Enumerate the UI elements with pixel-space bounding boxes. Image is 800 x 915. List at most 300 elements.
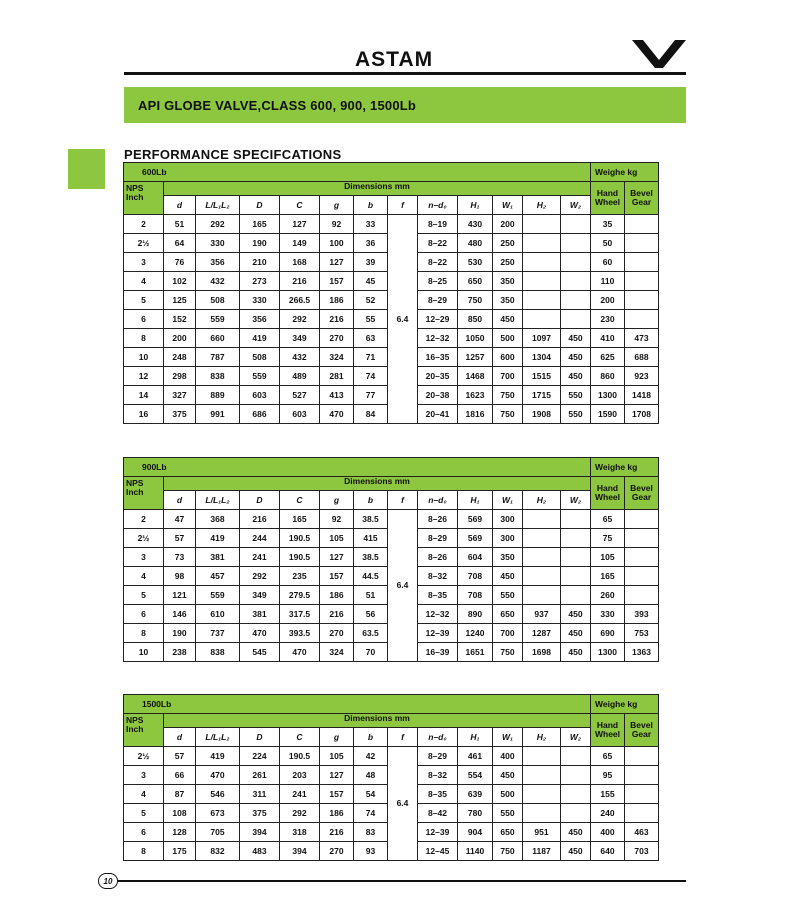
table-cell xyxy=(625,785,659,804)
table-cell: 12–45 xyxy=(418,842,458,861)
table-cell: 48 xyxy=(354,766,388,785)
table-cell: 84 xyxy=(354,405,388,424)
column-symbol: b xyxy=(354,196,388,215)
table-cell: 60 xyxy=(591,253,625,272)
nps-label: NPS xyxy=(126,715,144,725)
table-cell: 500 xyxy=(493,785,523,804)
table-cell: 190.5 xyxy=(280,529,320,548)
hand-label: Hand xyxy=(596,720,619,730)
table-cell: 244 xyxy=(240,529,280,548)
nps-cell: 4 xyxy=(124,785,164,804)
pressure-class-label: 1500Lb xyxy=(124,695,591,714)
table-cell: 317.5 xyxy=(280,605,320,624)
table-cell: 240 xyxy=(591,804,625,823)
table-cell: 508 xyxy=(196,291,240,310)
table-cell: 356 xyxy=(196,253,240,272)
bevel-label: Bevel xyxy=(630,483,653,493)
table-cell: 330 xyxy=(240,291,280,310)
table-cell: 270 xyxy=(320,329,354,348)
nps-cell: 14 xyxy=(124,386,164,405)
table-cell: 569 xyxy=(458,510,493,529)
table-cell: 105 xyxy=(591,548,625,567)
table-cell: 105 xyxy=(320,529,354,548)
table-cell: 432 xyxy=(196,272,240,291)
nps-cell: 4 xyxy=(124,567,164,586)
table-cell: 250 xyxy=(493,253,523,272)
nps-label: NPS xyxy=(126,183,144,193)
table-cell: 292 xyxy=(196,215,240,234)
inch-label: Inch xyxy=(126,192,144,202)
column-symbol: H₂ xyxy=(523,728,561,747)
table-cell: 546 xyxy=(196,785,240,804)
table-cell: 200 xyxy=(164,329,196,348)
column-symbol: b xyxy=(354,491,388,510)
table-cell: 1304 xyxy=(523,348,561,367)
table-cell: 65 xyxy=(591,747,625,766)
table-cell: 413 xyxy=(320,386,354,405)
pressure-class-label: 900Lb xyxy=(124,458,591,477)
nps-cell: 2½ xyxy=(124,529,164,548)
table-cell: 349 xyxy=(280,329,320,348)
table-cell: 238 xyxy=(164,643,196,662)
table-cell: 1418 xyxy=(625,386,659,405)
table-cell: 110 xyxy=(591,272,625,291)
column-symbol: W₁ xyxy=(493,491,523,510)
table-cell: 12–32 xyxy=(418,329,458,348)
table-cell xyxy=(561,567,591,586)
table-cell: 8–42 xyxy=(418,804,458,823)
table-cell: 550 xyxy=(493,804,523,823)
column-symbol: W₂ xyxy=(561,491,591,510)
table-cell: 450 xyxy=(561,605,591,624)
table-cell: 50 xyxy=(591,234,625,253)
table-cell: 356 xyxy=(240,310,280,329)
bevel-gear-header xyxy=(625,714,659,747)
table-cell xyxy=(523,766,561,785)
column-symbol: d xyxy=(164,491,196,510)
bevel-gear-header xyxy=(625,477,659,510)
dimensions-header: Dimensions mm xyxy=(164,182,591,196)
table-cell: 44.5 xyxy=(354,567,388,586)
table-cell: 350 xyxy=(493,548,523,567)
column-symbol: f xyxy=(388,196,418,215)
table-cell: 8–29 xyxy=(418,747,458,766)
table-cell: 737 xyxy=(196,624,240,643)
table-cell: 210 xyxy=(240,253,280,272)
table-cell: 186 xyxy=(320,291,354,310)
table-cell: 12–39 xyxy=(418,823,458,842)
table-cell: 1715 xyxy=(523,386,561,405)
table-cell xyxy=(523,785,561,804)
table-cell: 45 xyxy=(354,272,388,291)
table-cell: 248 xyxy=(164,348,196,367)
table-cell: 95 xyxy=(591,766,625,785)
table-cell: 508 xyxy=(240,348,280,367)
column-symbol: C xyxy=(280,728,320,747)
table-cell: 87 xyxy=(164,785,196,804)
table-cell: 279.5 xyxy=(280,586,320,605)
table-cell: 450 xyxy=(493,567,523,586)
table-cell: 640 xyxy=(591,842,625,861)
table-cell: 860 xyxy=(591,367,625,386)
table-cell: 83 xyxy=(354,823,388,842)
table-cell: 610 xyxy=(196,605,240,624)
nps-cell: 5 xyxy=(124,586,164,605)
wheel-label: Wheel xyxy=(594,492,621,502)
table-cell: 1097 xyxy=(523,329,561,348)
table-cell: 470 xyxy=(280,643,320,662)
table-cell: 63.5 xyxy=(354,624,388,643)
table-cell: 98 xyxy=(164,567,196,586)
nps-inch-header xyxy=(124,714,164,747)
table-cell: 20–38 xyxy=(418,386,458,405)
table-cell: 261 xyxy=(240,766,280,785)
table-cell xyxy=(625,253,659,272)
table-cell xyxy=(561,785,591,804)
weight-header: Weighe kg xyxy=(591,695,659,714)
table-cell: 292 xyxy=(280,804,320,823)
table-cell: 273 xyxy=(240,272,280,291)
column-symbol: W₁ xyxy=(493,728,523,747)
table-cell: 889 xyxy=(196,386,240,405)
table-cell: 108 xyxy=(164,804,196,823)
table-cell: 270 xyxy=(320,842,354,861)
table-cell: 419 xyxy=(196,529,240,548)
column-symbol: n–d₀ xyxy=(418,728,458,747)
table-cell: 8–19 xyxy=(418,215,458,234)
table-cell: 8–26 xyxy=(418,510,458,529)
table-cell: 368 xyxy=(196,510,240,529)
table-row xyxy=(124,747,659,766)
table-cell xyxy=(523,234,561,253)
table-cell: 432 xyxy=(280,348,320,367)
table-cell: 1287 xyxy=(523,624,561,643)
weight-header: Weighe kg xyxy=(591,163,659,182)
table-cell xyxy=(561,766,591,785)
table-cell: 550 xyxy=(561,405,591,424)
table-cell xyxy=(561,804,591,823)
table-cell: 165 xyxy=(591,567,625,586)
table-row xyxy=(124,215,659,234)
nps-cell: 2 xyxy=(124,510,164,529)
table-cell: 559 xyxy=(196,310,240,329)
table-cell: 200 xyxy=(591,291,625,310)
side-tab-marker xyxy=(68,149,105,189)
table-cell: 708 xyxy=(458,567,493,586)
table-cell xyxy=(625,291,659,310)
nps-cell: 5 xyxy=(124,291,164,310)
table-cell: 165 xyxy=(240,215,280,234)
inch-label: Inch xyxy=(126,487,144,497)
table-cell: 450 xyxy=(561,842,591,861)
table-cell: 703 xyxy=(625,842,659,861)
table-cell: 250 xyxy=(493,234,523,253)
table-cell: 470 xyxy=(240,624,280,643)
table-cell: 75 xyxy=(591,529,625,548)
nps-label: NPS xyxy=(126,478,144,488)
table-cell: 838 xyxy=(196,643,240,662)
table-cell: 47 xyxy=(164,510,196,529)
hand-wheel-header xyxy=(591,477,625,510)
table-cell: 186 xyxy=(320,804,354,823)
table-cell: 35 xyxy=(591,215,625,234)
table-cell: 8–22 xyxy=(418,234,458,253)
table-cell xyxy=(561,272,591,291)
table-cell: 700 xyxy=(493,367,523,386)
table-cell: 603 xyxy=(280,405,320,424)
table-cell: 1590 xyxy=(591,405,625,424)
column-symbol: W₂ xyxy=(561,196,591,215)
table-cell: 473 xyxy=(625,329,659,348)
table-cell: 450 xyxy=(493,766,523,785)
table-cell: 292 xyxy=(280,310,320,329)
table-cell: 92 xyxy=(320,215,354,234)
nps-cell: 2½ xyxy=(124,747,164,766)
table-cell: 349 xyxy=(240,586,280,605)
page-number: 10 xyxy=(98,873,118,889)
table-cell xyxy=(523,310,561,329)
table-cell: 375 xyxy=(240,804,280,823)
table-cell: 127 xyxy=(320,548,354,567)
table-cell: 393 xyxy=(625,605,659,624)
table-cell: 375 xyxy=(164,405,196,424)
bevel-gear-header xyxy=(625,182,659,215)
table-cell: 70 xyxy=(354,643,388,662)
table-cell: 750 xyxy=(458,291,493,310)
nps-cell: 5 xyxy=(124,804,164,823)
nps-cell: 10 xyxy=(124,643,164,662)
nps-cell: 8 xyxy=(124,329,164,348)
column-symbol: W₂ xyxy=(561,728,591,747)
table-cell: 394 xyxy=(280,842,320,861)
section-title: PERFORMANCE SPECIFCATIONS xyxy=(124,147,342,162)
table-cell: 330 xyxy=(591,605,625,624)
table-cell: 300 xyxy=(493,510,523,529)
table-cell: 450 xyxy=(561,624,591,643)
table-cell: 8–26 xyxy=(418,548,458,567)
table-cell: 73 xyxy=(164,548,196,567)
table-cell: 8–32 xyxy=(418,766,458,785)
gear-label: Gear xyxy=(631,492,652,502)
table-cell: 470 xyxy=(196,766,240,785)
table-cell: 200 xyxy=(493,215,523,234)
table-cell: 33 xyxy=(354,215,388,234)
table-cell: 1257 xyxy=(458,348,493,367)
table-cell: 750 xyxy=(493,643,523,662)
spec-table-900lb xyxy=(123,457,659,662)
spec-table-600lb xyxy=(123,162,659,424)
table-cell: 8–29 xyxy=(418,529,458,548)
table-cell: 705 xyxy=(196,823,240,842)
table-cell: 36 xyxy=(354,234,388,253)
table-cell xyxy=(625,804,659,823)
table-cell: 780 xyxy=(458,804,493,823)
table-cell: 545 xyxy=(240,643,280,662)
table-cell: 266.5 xyxy=(280,291,320,310)
table-cell: 16–39 xyxy=(418,643,458,662)
table-cell xyxy=(625,529,659,548)
table-cell xyxy=(523,586,561,605)
table-cell: 8–25 xyxy=(418,272,458,291)
table-cell: 1240 xyxy=(458,624,493,643)
table-cell: 127 xyxy=(320,766,354,785)
table-cell: 480 xyxy=(458,234,493,253)
table-cell xyxy=(625,567,659,586)
table-cell: 51 xyxy=(164,215,196,234)
column-symbol: d xyxy=(164,728,196,747)
table-cell: 1300 xyxy=(591,643,625,662)
table-cell: 55 xyxy=(354,310,388,329)
table-cell xyxy=(523,291,561,310)
f-value-cell: 6.4 xyxy=(388,510,418,662)
table-cell: 100 xyxy=(320,234,354,253)
table-cell: 8–32 xyxy=(418,567,458,586)
table-cell: 92 xyxy=(320,510,354,529)
table-cell: 1708 xyxy=(625,405,659,424)
column-symbol: g xyxy=(320,728,354,747)
table-cell xyxy=(625,234,659,253)
spec-table-1500lb xyxy=(123,694,659,861)
table-cell xyxy=(523,567,561,586)
wheel-label: Wheel xyxy=(594,197,621,207)
table-cell: 230 xyxy=(591,310,625,329)
header-rule xyxy=(124,72,686,75)
table-cell: 8–35 xyxy=(418,785,458,804)
nps-cell: 4 xyxy=(124,272,164,291)
table-cell: 686 xyxy=(240,405,280,424)
table-cell: 673 xyxy=(196,804,240,823)
table-cell: 105 xyxy=(320,747,354,766)
table-cell: 292 xyxy=(240,567,280,586)
table-cell: 483 xyxy=(240,842,280,861)
table-cell: 1623 xyxy=(458,386,493,405)
table-cell: 419 xyxy=(240,329,280,348)
table-cell: 318 xyxy=(280,823,320,842)
table-cell xyxy=(523,272,561,291)
table-cell: 394 xyxy=(240,823,280,842)
table-cell xyxy=(561,215,591,234)
column-symbol: D xyxy=(240,491,280,510)
table-cell: 554 xyxy=(458,766,493,785)
table-cell: 127 xyxy=(320,253,354,272)
table-cell: 175 xyxy=(164,842,196,861)
column-symbol: W₁ xyxy=(493,196,523,215)
table-cell: 74 xyxy=(354,804,388,823)
table-cell xyxy=(561,510,591,529)
table-cell: 39 xyxy=(354,253,388,272)
nps-cell: 3 xyxy=(124,253,164,272)
table-cell: 20–35 xyxy=(418,367,458,386)
table-cell: 51 xyxy=(354,586,388,605)
table-cell: 688 xyxy=(625,348,659,367)
table-cell: 8–29 xyxy=(418,291,458,310)
table-cell: 750 xyxy=(493,405,523,424)
hand-label: Hand xyxy=(596,188,619,198)
table-cell: 121 xyxy=(164,586,196,605)
table-cell: 400 xyxy=(493,747,523,766)
table-cell xyxy=(523,747,561,766)
table-cell: 168 xyxy=(280,253,320,272)
table-cell: 216 xyxy=(320,310,354,329)
table-cell: 708 xyxy=(458,586,493,605)
table-cell: 190.5 xyxy=(280,747,320,766)
table-cell xyxy=(561,234,591,253)
table-cell xyxy=(561,253,591,272)
column-symbol: D xyxy=(240,196,280,215)
table-cell: 16–35 xyxy=(418,348,458,367)
table-cell: 1187 xyxy=(523,842,561,861)
table-cell: 1515 xyxy=(523,367,561,386)
table-cell: 569 xyxy=(458,529,493,548)
table-cell: 12–32 xyxy=(418,605,458,624)
table-cell: 66 xyxy=(164,766,196,785)
table-cell: 660 xyxy=(196,329,240,348)
table-cell: 1140 xyxy=(458,842,493,861)
table-cell: 1698 xyxy=(523,643,561,662)
table-cell: 260 xyxy=(591,586,625,605)
table-cell: 57 xyxy=(164,747,196,766)
table-cell: 457 xyxy=(196,567,240,586)
table-cell: 74 xyxy=(354,367,388,386)
table-cell: 625 xyxy=(591,348,625,367)
table-cell: 530 xyxy=(458,253,493,272)
nps-cell: 6 xyxy=(124,310,164,329)
column-symbol: f xyxy=(388,491,418,510)
table-cell: 550 xyxy=(493,586,523,605)
table-cell: 991 xyxy=(196,405,240,424)
column-symbol: L/L₁L₂ xyxy=(196,196,240,215)
table-cell: 324 xyxy=(320,643,354,662)
table-cell: 12–29 xyxy=(418,310,458,329)
table-cell: 550 xyxy=(561,386,591,405)
table-cell: 381 xyxy=(240,605,280,624)
table-cell: 1363 xyxy=(625,643,659,662)
table-cell: 500 xyxy=(493,329,523,348)
table-cell: 450 xyxy=(493,310,523,329)
table-cell: 904 xyxy=(458,823,493,842)
weight-header: Weighe kg xyxy=(591,458,659,477)
table-cell: 603 xyxy=(240,386,280,405)
table-cell: 203 xyxy=(280,766,320,785)
table-cell: 157 xyxy=(320,272,354,291)
table-cell: 64 xyxy=(164,234,196,253)
table-row xyxy=(124,510,659,529)
nps-cell: 10 xyxy=(124,348,164,367)
table-cell: 923 xyxy=(625,367,659,386)
table-cell: 470 xyxy=(320,405,354,424)
table-cell xyxy=(625,548,659,567)
table-cell xyxy=(561,291,591,310)
table-cell: 832 xyxy=(196,842,240,861)
table-cell xyxy=(523,253,561,272)
nps-cell: 16 xyxy=(124,405,164,424)
hand-wheel-header xyxy=(591,182,625,215)
table-cell: 71 xyxy=(354,348,388,367)
f-value-cell: 6.4 xyxy=(388,747,418,861)
brand-logo: ASTAM xyxy=(355,48,434,71)
table-cell: 241 xyxy=(280,785,320,804)
table-cell: 77 xyxy=(354,386,388,405)
hand-wheel-header xyxy=(591,714,625,747)
table-cell: 393.5 xyxy=(280,624,320,643)
table-cell: 324 xyxy=(320,348,354,367)
table-cell: 1816 xyxy=(458,405,493,424)
nps-inch-header xyxy=(124,477,164,510)
column-symbol: L/L₁L₂ xyxy=(196,728,240,747)
table-cell: 298 xyxy=(164,367,196,386)
table-cell: 157 xyxy=(320,785,354,804)
column-symbol: g xyxy=(320,491,354,510)
